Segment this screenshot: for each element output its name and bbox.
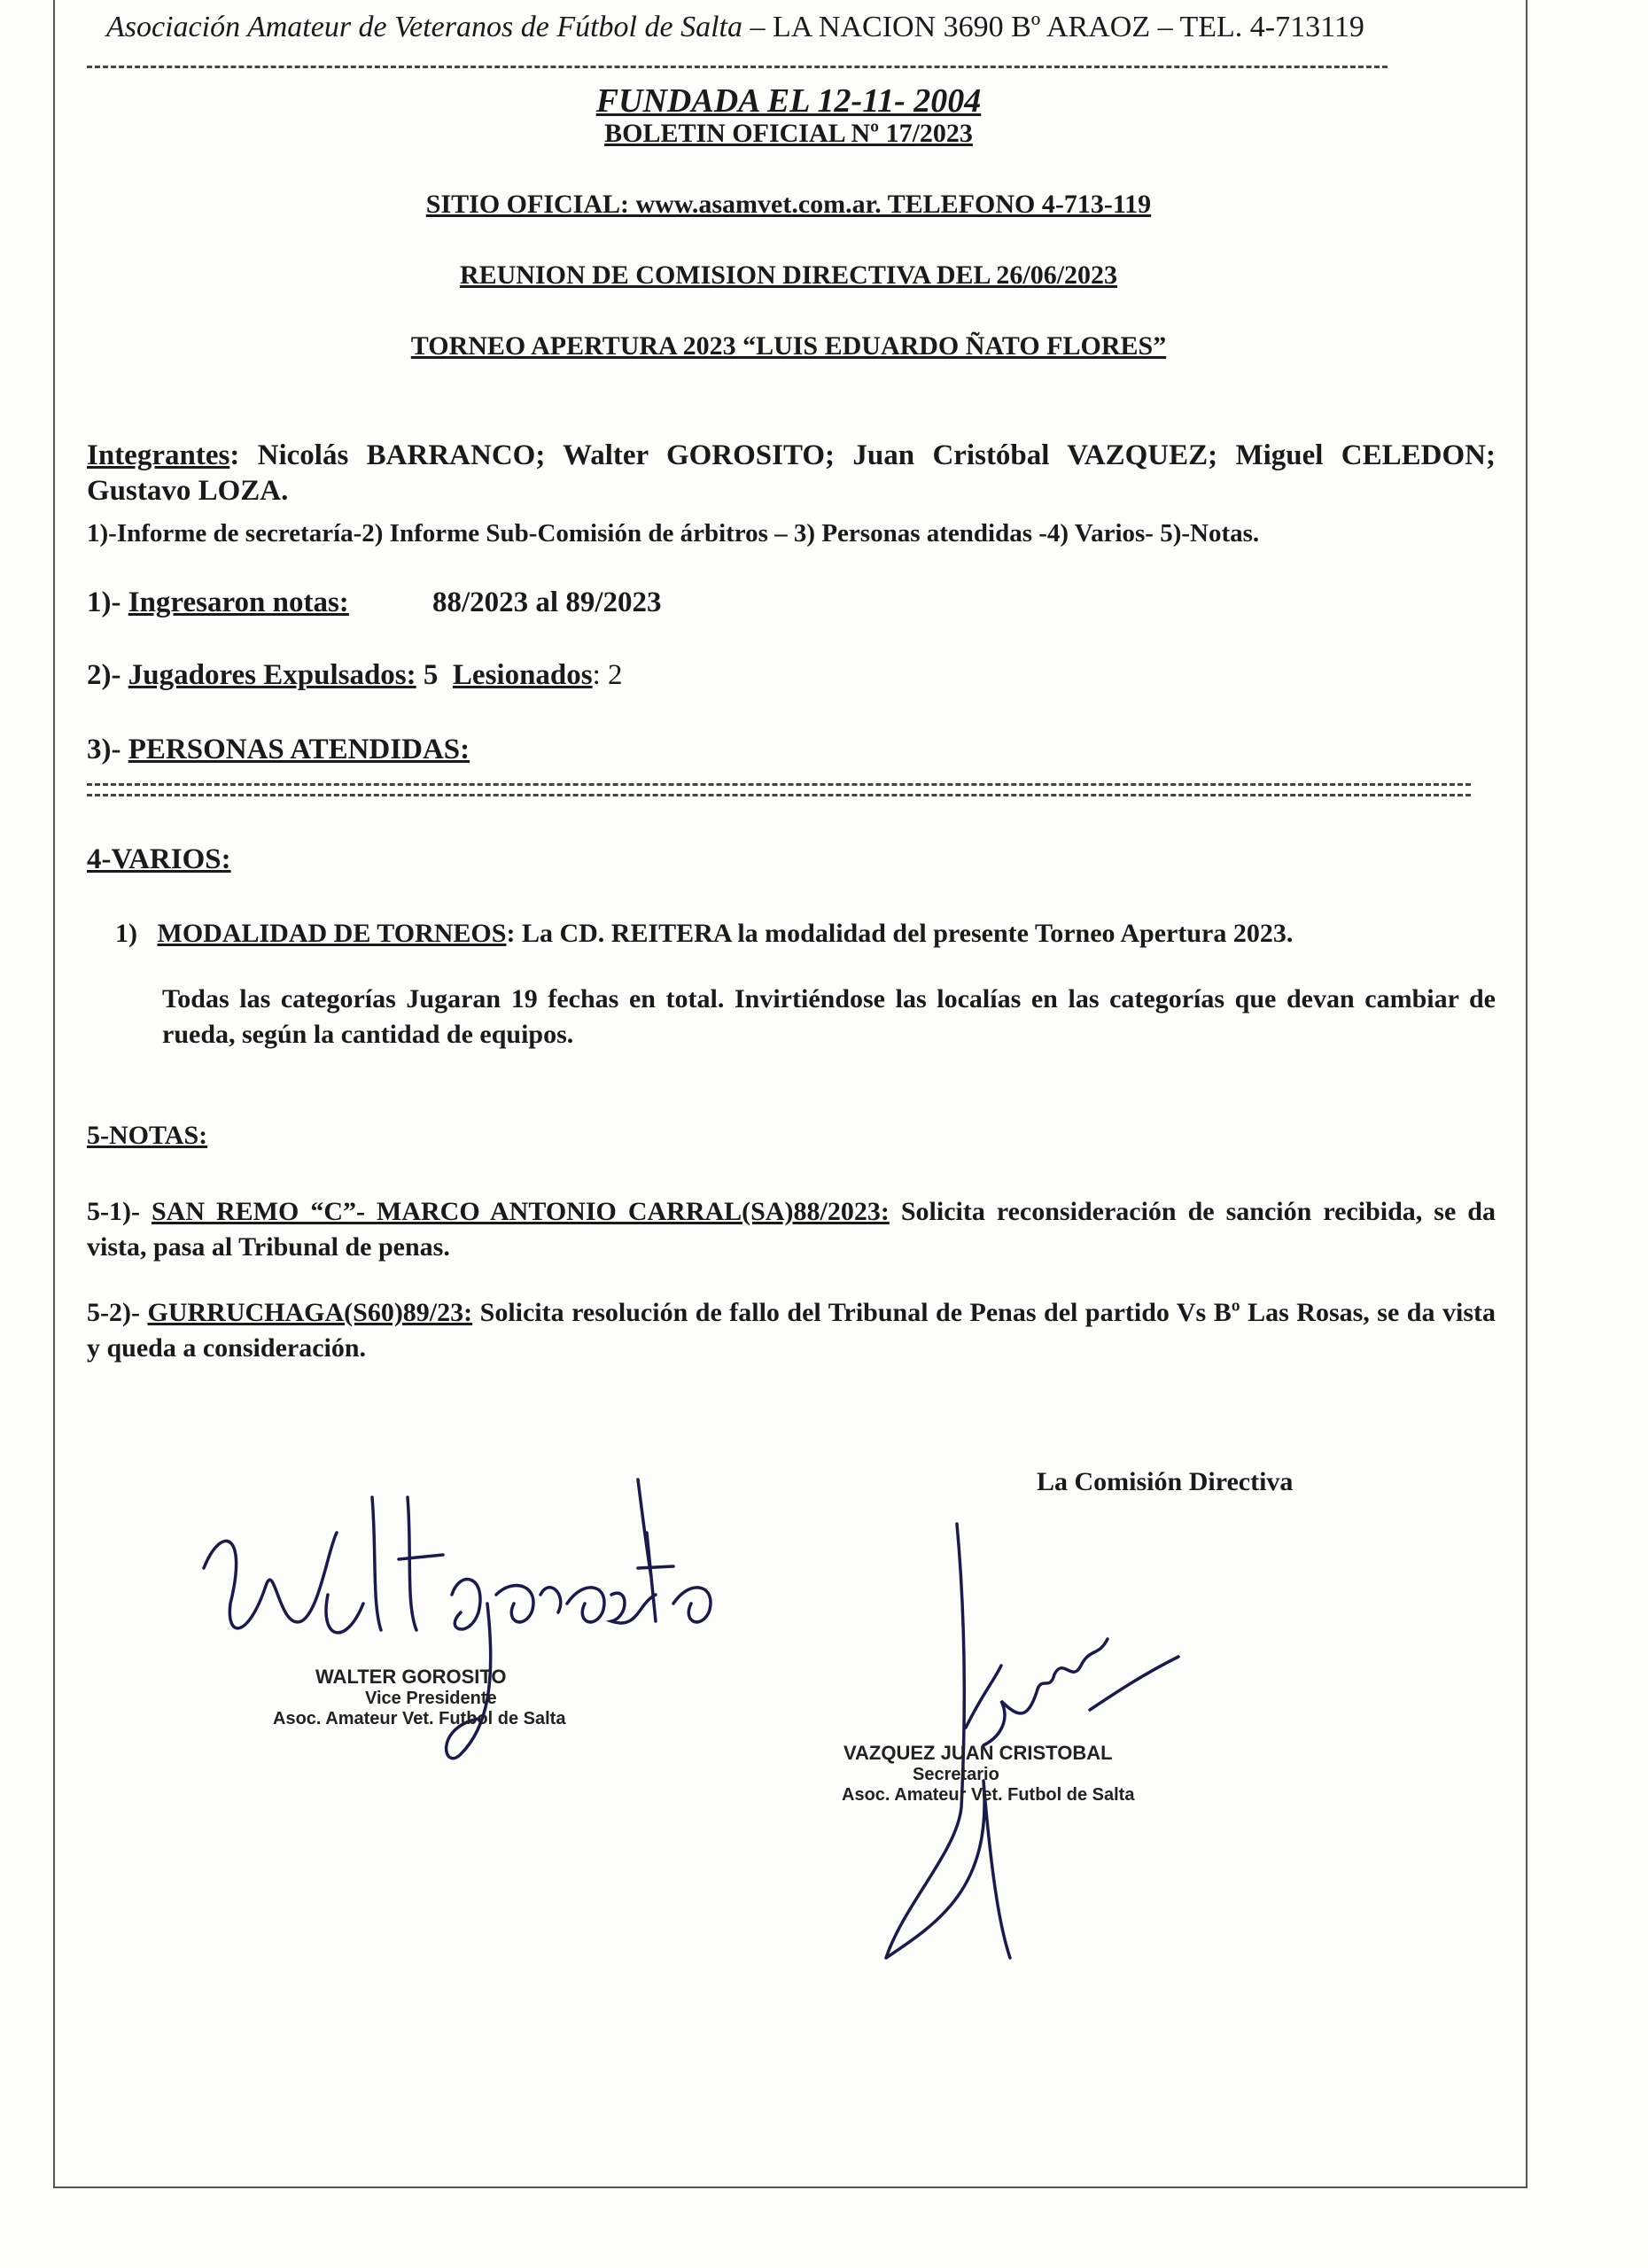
official-site: SITIO OFICIAL: www.asamvet.com.ar. TELEFONO 4-713-119 — [425, 190, 1152, 219]
agenda-line: 1)-Informe de secretaría-2) Informe Sub-Comisión de árbitros – 3) Personas atendidas -4) Varios- 5)-Notas. — [87, 519, 1260, 548]
signatory-organization: Asoc. Amateur Vet. Futbol de Salta — [842, 1785, 1135, 1805]
injured-value: : 2 — [592, 659, 623, 691]
expelled-label: Jugadores Expulsados: — [128, 659, 416, 691]
section-2 — [87, 657, 1496, 693]
signatory-block — [273, 1666, 566, 1729]
note-item — [87, 1194, 1496, 1265]
signatory-name: VAZQUEZ JUAN CRISTOBAL — [843, 1742, 1113, 1764]
section-3-divider-bottom — [87, 794, 1471, 796]
section-3 — [87, 732, 1496, 767]
letterhead-divider — [87, 66, 1388, 68]
section-4-detail: Todas las categorías Jugaran 19 fechas en total. Invirtiéndose las localías en las categorías que devan cambiar de rueda, según la cantidad de equipos. — [162, 984, 1496, 1049]
page-border-right — [1526, 0, 1528, 2188]
note-label: GURRUCHAGA(S60)89/23: — [147, 1298, 473, 1327]
signatory-name: WALTER GOROSITO — [315, 1666, 507, 1688]
section-2-prefix: 2)- — [87, 659, 128, 691]
signatory-role: Vice Presidente — [365, 1689, 497, 1708]
signatory-organization: Asoc. Amateur Vet. Futbol de Salta — [273, 1709, 566, 1728]
section-4-item-number: 1) — [115, 919, 137, 948]
note-prefix: 5-2)- — [87, 1298, 148, 1327]
section-1-label: Ingresaron notas: — [128, 586, 349, 618]
association-address: – LA NACION 3690 Bº ARAOZ – TEL. 4-713119 — [750, 11, 1364, 43]
section-3-prefix: 3)- — [87, 734, 128, 765]
closing-signature-label: La Comisión Directiva — [1037, 1467, 1294, 1496]
page-border-left — [53, 0, 55, 2188]
section-1-prefix: 1)- — [87, 586, 128, 618]
section-1 — [87, 585, 1496, 620]
section-3-divider-top — [87, 783, 1471, 786]
section-3-label: PERSONAS ATENDIDAS: — [128, 734, 470, 765]
signatory-role: Secretario — [913, 1765, 999, 1784]
section-5-heading: 5-NOTAS: — [87, 1121, 208, 1150]
letterhead — [106, 11, 1489, 44]
members-names: : Nicolás BARRANCO; Walter GOROSITO; Juan Cristóbal VAZQUEZ; Miguel CELEDON; Gustavo LOZA. — [87, 439, 1496, 507]
section-4-item-label: MODALIDAD DE TORNEOS — [157, 919, 507, 948]
founded-date: FUNDADA EL 12-11- 2004 — [595, 82, 982, 120]
expelled-value: 5 — [423, 659, 439, 691]
meeting-title: REUNION DE COMISION DIRECTIVA DEL 26/06/2023 — [459, 260, 1118, 290]
section-1-value: 88/2023 al 89/2023 — [432, 586, 662, 618]
section-4-heading: 4-VARIOS: — [87, 843, 231, 875]
association-name: Asociación Amateur de Veteranos de Fútbol de Salta — [106, 11, 742, 43]
section-4-item-text: : La CD. REITERA la modalidad del presente Torneo Apertura 2023. — [506, 919, 1294, 948]
note-item — [87, 1295, 1496, 1366]
handwritten-signature-gorosito — [195, 1462, 762, 1816]
page-border-bottom — [53, 2186, 1528, 2188]
injured-label: Lesionados — [452, 659, 593, 691]
tournament-title: TORNEO APERTURA 2023 “LUIS EDUARDO ÑATO FLORES” — [410, 331, 1167, 361]
note-text: Solicita resolución de fallo del Tribunal de Penas del partido Vs Bº Las Rosas, se da vista y queda a consideración. — [87, 1298, 1496, 1363]
signatory-block — [843, 1742, 1134, 1806]
section-4-item — [115, 916, 1444, 951]
members-paragraph — [87, 438, 1496, 509]
members-label: Integrantes — [87, 439, 230, 471]
note-prefix: 5-1)- — [87, 1197, 152, 1226]
note-text: Solicita reconsideración de sanción recibida, se da vista, pasa al Tribunal de penas. — [87, 1197, 1496, 1262]
bulletin-number: BOLETIN OFICIAL Nº 17/2023 — [604, 119, 973, 148]
note-label: SAN REMO “C”- MARCO ANTONIO CARRAL(SA)88/2023: — [151, 1197, 890, 1226]
